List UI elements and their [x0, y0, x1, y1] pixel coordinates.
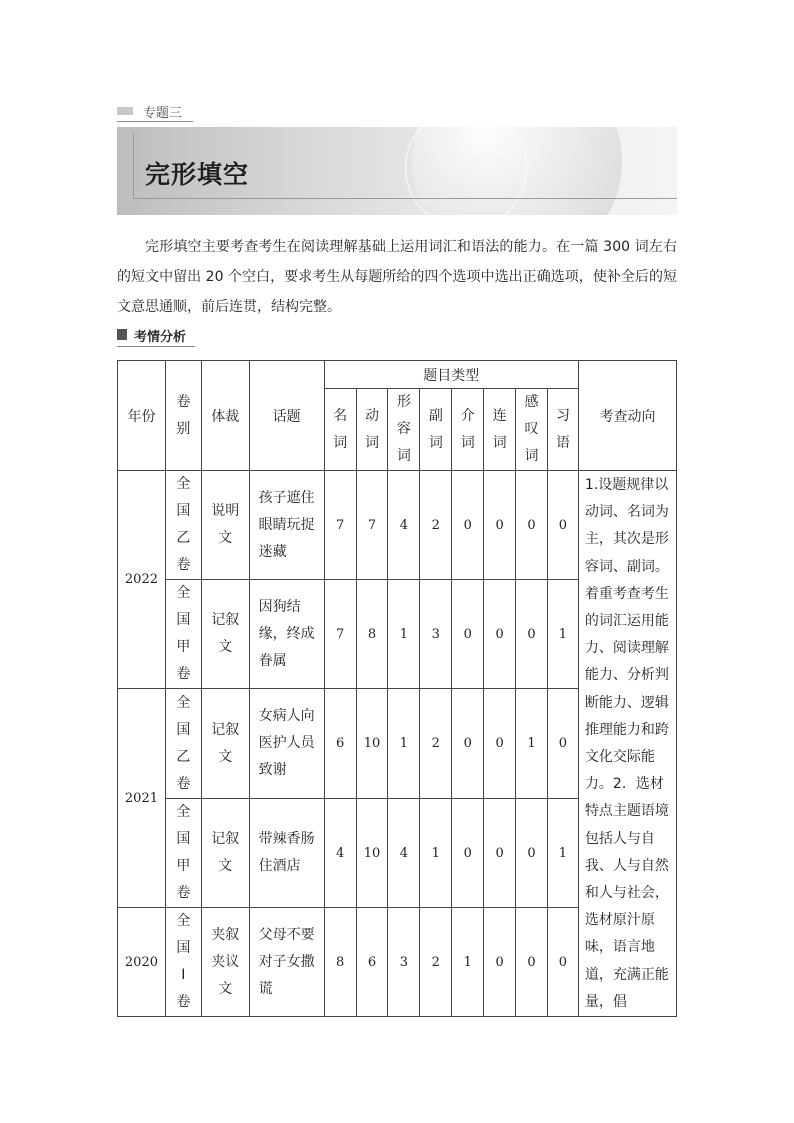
- count-cell: 8: [324, 908, 356, 1017]
- count-cell: 0: [452, 471, 484, 580]
- topic-tag: [117, 101, 193, 122]
- section-label: [117, 326, 195, 347]
- count-cell: 0: [484, 908, 516, 1017]
- paper-text: 全国乙卷: [176, 694, 191, 792]
- topic-text: 女病人向医护人员致谢: [258, 708, 315, 779]
- count-cell: 0: [516, 799, 548, 908]
- banner-rule: [133, 198, 677, 199]
- type-col-header: [484, 389, 516, 471]
- header-genre: 体裁: [201, 361, 249, 471]
- type-col-header: [547, 389, 578, 471]
- genre-text: 记叙文: [211, 612, 240, 655]
- count-cell: 0: [484, 580, 516, 689]
- count-cell: 1: [388, 689, 420, 799]
- count-cell: 0: [452, 799, 484, 908]
- count-cell: 4: [388, 471, 420, 580]
- section-label-text: 考情分析: [134, 330, 187, 345]
- count-cell: 6: [356, 908, 388, 1017]
- count-cell: 0: [516, 471, 548, 580]
- count-cell: 8: [356, 580, 388, 689]
- genre-cell: [201, 580, 249, 689]
- topic-text: 因狗结缘，终成眷属: [258, 598, 315, 669]
- topic-tag-bar: [117, 107, 133, 115]
- genre-text: 记叙文: [211, 721, 240, 765]
- topic-cell: [249, 799, 324, 908]
- title-banner: [117, 127, 677, 215]
- genre-cell: [201, 908, 249, 1017]
- type-col-header: [420, 389, 452, 471]
- header-question-types: 题目类型: [324, 361, 578, 389]
- count-cell: 3: [388, 908, 420, 1017]
- count-cell: 7: [324, 471, 356, 580]
- count-cell: 2: [420, 908, 452, 1017]
- genre-cell: [201, 799, 249, 908]
- year-cell: 2020: [118, 908, 166, 1017]
- type-col-header: [356, 389, 388, 471]
- count-cell: 0: [484, 689, 516, 799]
- count-cell: 6: [324, 689, 356, 799]
- count-cell: 7: [356, 471, 388, 580]
- count-cell: 1: [420, 799, 452, 908]
- trend-cell: [578, 471, 676, 1017]
- topic-tag-text: 专题三: [143, 106, 183, 121]
- paper-text: 全国甲卷: [176, 804, 191, 902]
- type-col-header: [452, 389, 484, 471]
- intro-paragraph: 完形填空主要考查考生在阅读理解基础上运用词汇和语法的能力。在一篇 300 词左右的短文中留出 20 个空白，要求考生从每题所给的四个选项中选出正确选项，使补全后的短文意思通顺，前后连贯，结构完整。: [117, 239, 677, 315]
- count-cell: 2: [420, 471, 452, 580]
- count-cell: 1: [547, 580, 578, 689]
- type-col-label: 名词: [333, 407, 348, 451]
- topic-text: 孩子遮住眼睛玩捉迷藏: [258, 489, 315, 560]
- header-row-1: [118, 361, 677, 389]
- genre-text: 记叙文: [211, 831, 240, 875]
- count-cell: 7: [324, 580, 356, 689]
- count-cell: 4: [324, 799, 356, 908]
- topic-cell: [249, 689, 324, 799]
- year-cell: 2022: [118, 471, 166, 689]
- count-cell: 2: [420, 689, 452, 799]
- header-paper: [165, 361, 201, 471]
- banner-rule-vertical: [133, 133, 134, 199]
- topic-cell: [249, 908, 324, 1017]
- count-cell: 4: [388, 799, 420, 908]
- count-cell: 0: [452, 580, 484, 689]
- count-cell: 0: [516, 908, 548, 1017]
- genre-text: 说明文: [211, 503, 240, 546]
- count-cell: 1: [452, 908, 484, 1017]
- type-col-label: 副词: [428, 407, 443, 451]
- table-row: [118, 471, 677, 580]
- type-col-label: 形容词: [396, 394, 411, 464]
- type-col-header: [516, 389, 548, 471]
- analysis-table: [117, 360, 677, 1017]
- paper-text: 全国乙卷: [176, 476, 191, 573]
- type-col-header: [324, 389, 356, 471]
- ring-decoration: [405, 127, 527, 215]
- paper-cell: [165, 908, 201, 1017]
- type-col-label: 连词: [492, 407, 507, 451]
- topic-text: 带辣香肠住酒店: [258, 831, 315, 875]
- genre-cell: [201, 471, 249, 580]
- paper-cell: [165, 580, 201, 689]
- count-cell: 0: [484, 471, 516, 580]
- type-col-label: 习语: [555, 407, 570, 451]
- genre-text: 夹叙夹议文: [211, 926, 240, 997]
- count-cell: 0: [547, 908, 578, 1017]
- topic-cell: [249, 471, 324, 580]
- type-col-label: 感叹词: [524, 394, 539, 464]
- topic-text: 父母不要对子女撒谎: [258, 926, 315, 997]
- count-cell: 0: [516, 580, 548, 689]
- paper-text: 全国甲卷: [176, 585, 191, 682]
- year-cell: 2021: [118, 689, 166, 908]
- type-col-label: 动词: [364, 407, 379, 451]
- count-cell: 10: [356, 689, 388, 799]
- count-cell: 1: [388, 580, 420, 689]
- count-cell: 0: [452, 689, 484, 799]
- paper-text: 全国Ⅰ卷: [176, 913, 191, 1011]
- count-cell: 10: [356, 799, 388, 908]
- section-marker: [117, 329, 127, 340]
- count-cell: 0: [547, 689, 578, 799]
- count-cell: 3: [420, 580, 452, 689]
- type-col-header: [388, 389, 420, 471]
- header-paper-text: 卷别: [176, 393, 191, 437]
- count-cell: 1: [547, 799, 578, 908]
- page-title: 完形填空: [145, 160, 250, 189]
- paper-cell: [165, 799, 201, 908]
- trend-text: 1.设题规律以动词、名词为主，其次是形容词、副词。着重考查考生的词汇运用能力、阅读理解能力、分析判断能力、逻辑推理能力和跨文化交际能力。2．选材特点主题语境包括人与自我、人与自然和人与社会，选材原汁原味，语言地道，充满正能量，倡: [584, 477, 669, 1010]
- count-cell: 1: [516, 689, 548, 799]
- topic-cell: [249, 580, 324, 689]
- count-cell: 0: [484, 799, 516, 908]
- header-trend: 考查动向: [578, 361, 676, 471]
- count-cell: 0: [547, 471, 578, 580]
- paper-cell: [165, 689, 201, 799]
- paper-cell: [165, 471, 201, 580]
- type-col-label: 介词: [460, 407, 475, 451]
- header-year: 年份: [118, 361, 166, 471]
- header-topic: 话题: [249, 361, 324, 471]
- genre-cell: [201, 689, 249, 799]
